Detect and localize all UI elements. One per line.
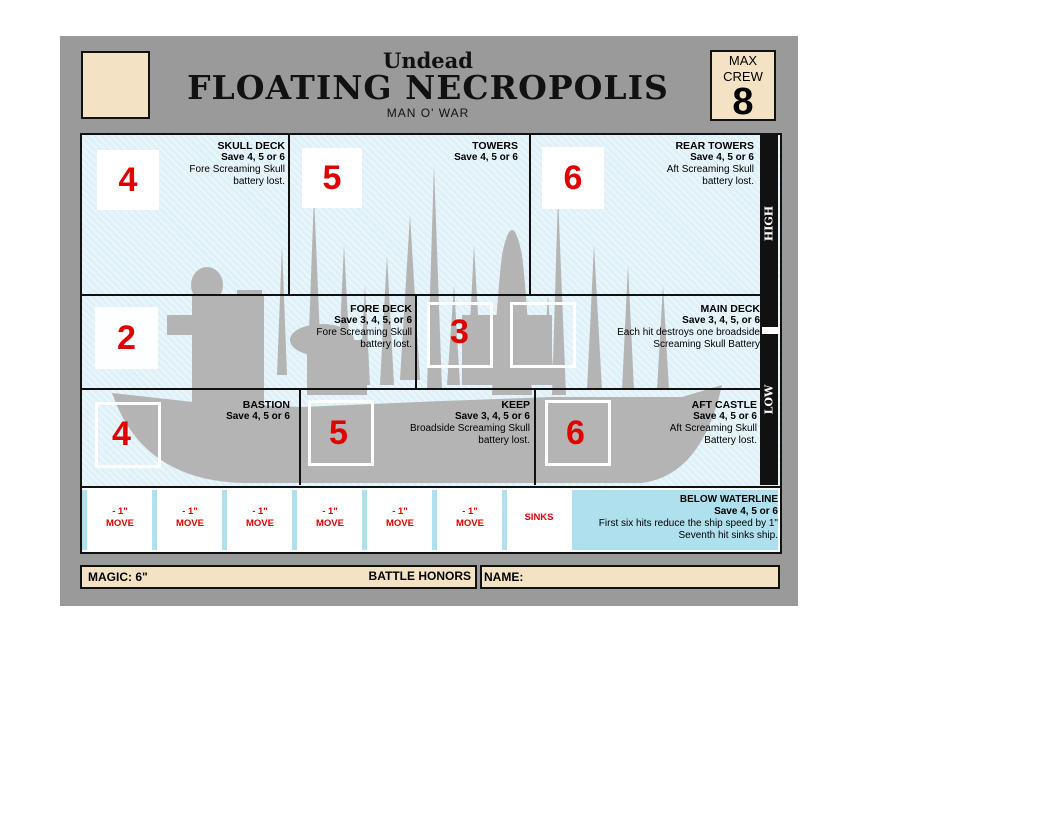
rear-towers-note-1: Aft Screaming Skull	[666, 164, 754, 175]
divider	[299, 388, 301, 485]
towers-info	[382, 140, 518, 164]
waterline-title: BELOW WATERLINE	[679, 494, 778, 505]
ship-name: FLOATING NECROPOLIS	[187, 68, 669, 107]
box-line-1: SINKS	[524, 512, 554, 523]
waterline-note-2: Seventh hit sinks ship.	[678, 530, 778, 541]
waterline-box-1[interactable]	[87, 490, 153, 550]
waterline-info	[572, 490, 778, 550]
height-sidebar	[760, 135, 778, 485]
ship-card	[60, 36, 798, 606]
box-line-2: MOVE	[176, 518, 204, 529]
fore-deck-note-2: battery lost.	[360, 339, 412, 350]
waterline-box-6[interactable]	[437, 490, 503, 550]
fore-deck-info	[287, 303, 412, 351]
keep-note-2: battery lost.	[478, 435, 530, 446]
ship-race: Undead	[383, 48, 473, 73]
keep-note-1: Broadside Screaming Skull	[409, 423, 530, 434]
waterline-box-3[interactable]	[227, 490, 293, 550]
box-line-2: MOVE	[386, 518, 414, 529]
skull-deck-number: 4	[97, 150, 159, 210]
main-deck-note-2: Screaming Skull Battery	[653, 339, 760, 350]
aft-castle-name: AFT CASTLE	[691, 399, 757, 411]
skull-deck-note-2: battery lost.	[233, 176, 285, 187]
bastion-info	[182, 399, 290, 423]
main-deck-note-1: Each hit destroys one broadside	[617, 327, 760, 338]
keep-save: Save 3, 4, 5 or 6	[454, 411, 530, 422]
magic-honors-bar	[80, 565, 477, 589]
waterline-box-5[interactable]	[367, 490, 433, 550]
towers-number: 5	[302, 148, 362, 208]
rear-towers-number: 6	[542, 147, 604, 209]
ship-portrait-box	[81, 51, 150, 119]
divider	[288, 135, 290, 295]
name-bar[interactable]	[480, 565, 780, 589]
towers-name: TOWERS	[472, 140, 518, 152]
divider	[529, 135, 531, 295]
keep-info	[382, 399, 530, 447]
damage-board	[80, 133, 782, 491]
aft-castle-note-2: Battery lost.	[704, 435, 757, 446]
keep-name: KEEP	[501, 399, 530, 411]
divider	[534, 388, 536, 485]
aft-castle-info	[622, 399, 757, 447]
divider	[82, 388, 760, 390]
divider	[82, 294, 760, 296]
waterline-box-4[interactable]	[297, 490, 363, 550]
battle-honors-label: BATTLE HONORS	[368, 569, 471, 583]
skull-deck-save: Save 4, 5 or 6	[221, 152, 285, 163]
box-line-1: - 1"	[182, 506, 198, 517]
sidebar-high-label: HIGH	[762, 205, 776, 242]
bastion-name: BASTION	[242, 399, 290, 411]
fore-deck-number: 2	[95, 307, 158, 369]
box-line-1: - 1"	[112, 506, 128, 517]
fore-deck-note-1: Fore Screaming Skull	[316, 327, 412, 338]
below-waterline-track	[80, 486, 782, 554]
max-crew-label-1: MAX	[728, 53, 758, 68]
box-line-1: - 1"	[252, 506, 268, 517]
rear-towers-save: Save 4, 5 or 6	[690, 152, 754, 163]
skull-deck-note-1: Fore Screaming Skull	[189, 164, 285, 175]
rear-towers-info	[617, 140, 754, 188]
box-line-1: - 1"	[462, 506, 478, 517]
towers-save: Save 4, 5 or 6	[454, 152, 518, 163]
main-deck-number: 3	[450, 313, 469, 351]
box-line-2: MOVE	[246, 518, 274, 529]
max-crew-value: 8	[732, 81, 754, 123]
box-line-2: MOVE	[316, 518, 344, 529]
bastion-save: Save 4, 5 or 6	[226, 411, 290, 422]
skull-deck-info	[172, 140, 285, 188]
main-deck-name: MAIN DECK	[700, 303, 760, 315]
box-line-2: MOVE	[106, 518, 134, 529]
aft-castle-save: Save 4, 5 or 6	[693, 411, 757, 422]
fore-deck-save: Save 3, 4, 5, or 6	[334, 315, 412, 326]
waterline-note-1: First six hits reduce the ship speed by 1"	[598, 518, 778, 529]
rear-towers-note-2: battery lost.	[702, 176, 754, 187]
box-line-1: - 1"	[392, 506, 408, 517]
aft-castle-number: 6	[566, 414, 585, 452]
max-crew-label-2: CREW	[723, 69, 763, 84]
keep-number: 5	[329, 414, 348, 452]
main-deck-save: Save 3, 4, 5, or 6	[682, 315, 760, 326]
divider	[415, 294, 417, 389]
waterline-box-2[interactable]	[157, 490, 223, 550]
max-crew-box	[710, 50, 776, 121]
sidebar-low-label: LOW	[762, 384, 776, 415]
waterline-save: Save 4, 5 or 6	[714, 506, 778, 517]
main-deck-extra-box	[510, 302, 576, 368]
aft-castle-note-1: Aft Screaming Skull	[669, 423, 757, 434]
sidebar-divider	[762, 327, 780, 334]
waterline-box-sinks[interactable]	[507, 490, 571, 550]
name-label: NAME:	[484, 570, 524, 584]
main-deck-info	[582, 303, 760, 351]
magic-value: MAGIC: 6"	[88, 570, 148, 584]
bastion-number: 4	[112, 415, 131, 453]
fore-deck-name: FORE DECK	[350, 303, 412, 315]
skull-deck-name: SKULL DECK	[217, 140, 285, 152]
ship-class: MAN O' WAR	[386, 106, 470, 120]
rear-towers-name: REAR TOWERS	[675, 140, 754, 152]
box-line-1: - 1"	[322, 506, 338, 517]
box-line-2: MOVE	[456, 518, 484, 529]
